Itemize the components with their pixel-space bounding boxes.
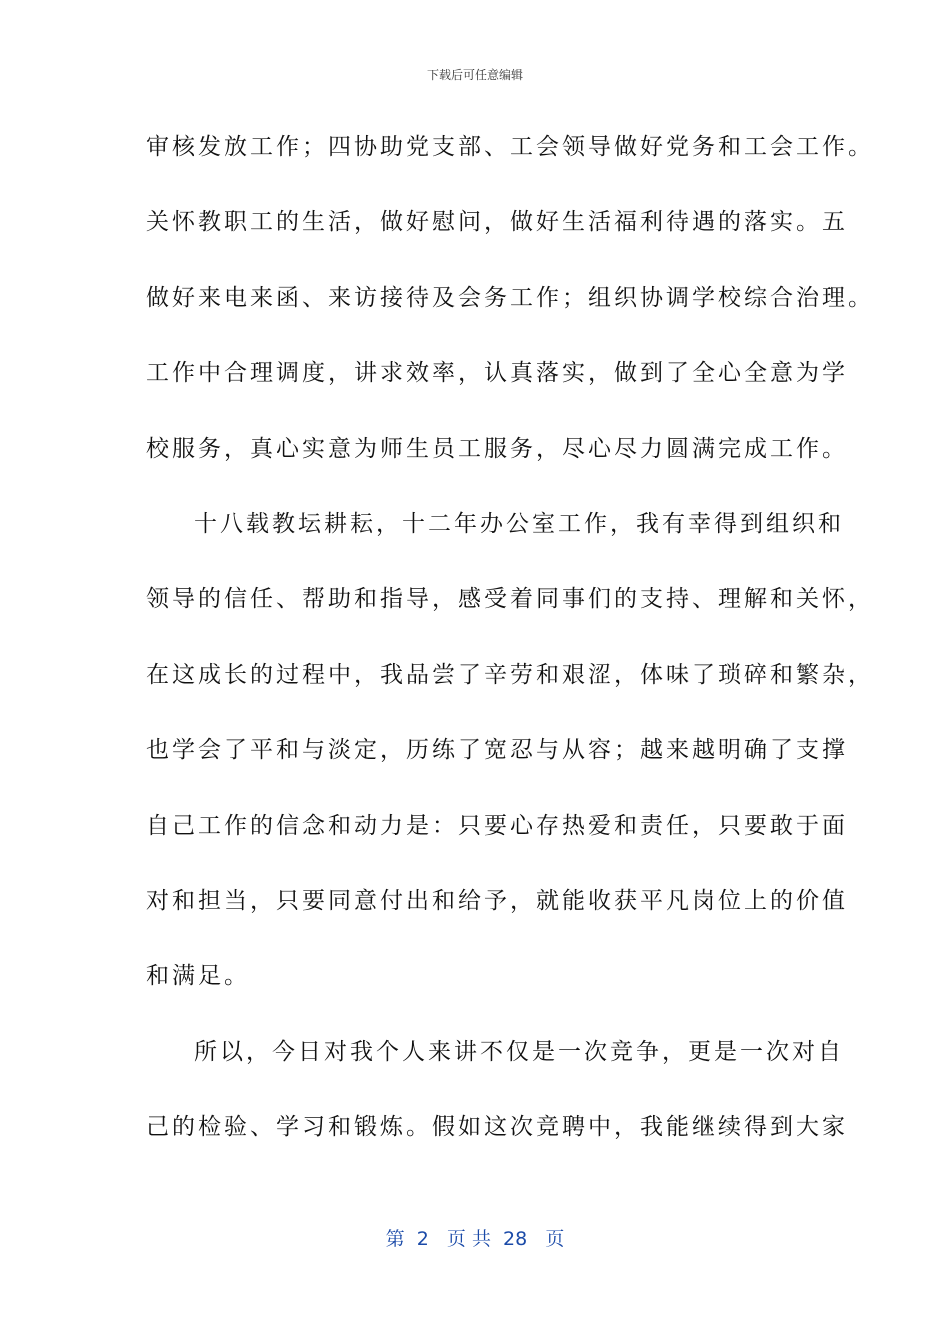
text-line-7: 领导的信任、帮助和指导，感受着同事们的支持、理解和关怀， <box>146 586 874 613</box>
page-header: 下载后可任意编辑 <box>426 68 523 82</box>
text-line-6: 十八载教坛耕耘，十二年办公室工作，我有幸得到组织和 <box>194 510 844 537</box>
text-line-4: 工作中合理调度，讲求效率，认真落实，做到了全心全意为学 <box>146 360 848 387</box>
text-line-10: 自己工作的信念和动力是：只要心存热爱和责任，只要敢于面 <box>146 812 848 839</box>
text-line-1: 审核发放工作；四协助党支部、工会领导做好党务和工会工作。 <box>146 134 874 160</box>
text-line-13: 所以，今日对我个人来讲不仅是一次竞争，更是一次对自 <box>194 1038 844 1065</box>
text-line-5: 校服务，真心实意为师生员工服务，尽心尽力圆满完成工作。 <box>146 435 848 462</box>
text-line-9: 也学会了平和与淡定，历练了宽忍与从容；越来越明确了支撑 <box>146 737 848 764</box>
text-line-14: 己的检验、学习和锻炼。假如这次竞聘中，我能继续得到大家 <box>146 1114 848 1141</box>
text-line-12: 和满足。 <box>146 963 250 990</box>
text-line-3: 做好来电来函、来访接待及会务工作；组织协调学校综合治理。 <box>146 284 874 311</box>
text-line-11: 对和担当，只要同意付出和给予，就能收获平凡岗位上的价值 <box>146 887 848 914</box>
page-number: 第 2 页 共 28 页 <box>385 1228 565 1250</box>
text-line-2: 关怀教职工的生活，做好慰问，做好生活福利待遇的落实。五 <box>146 209 848 236</box>
text-line-8: 在这成长的过程中，我品尝了辛劳和艰涩，体味了琐碎和繁杂， <box>146 661 874 688</box>
document-body <box>146 124 874 1179</box>
